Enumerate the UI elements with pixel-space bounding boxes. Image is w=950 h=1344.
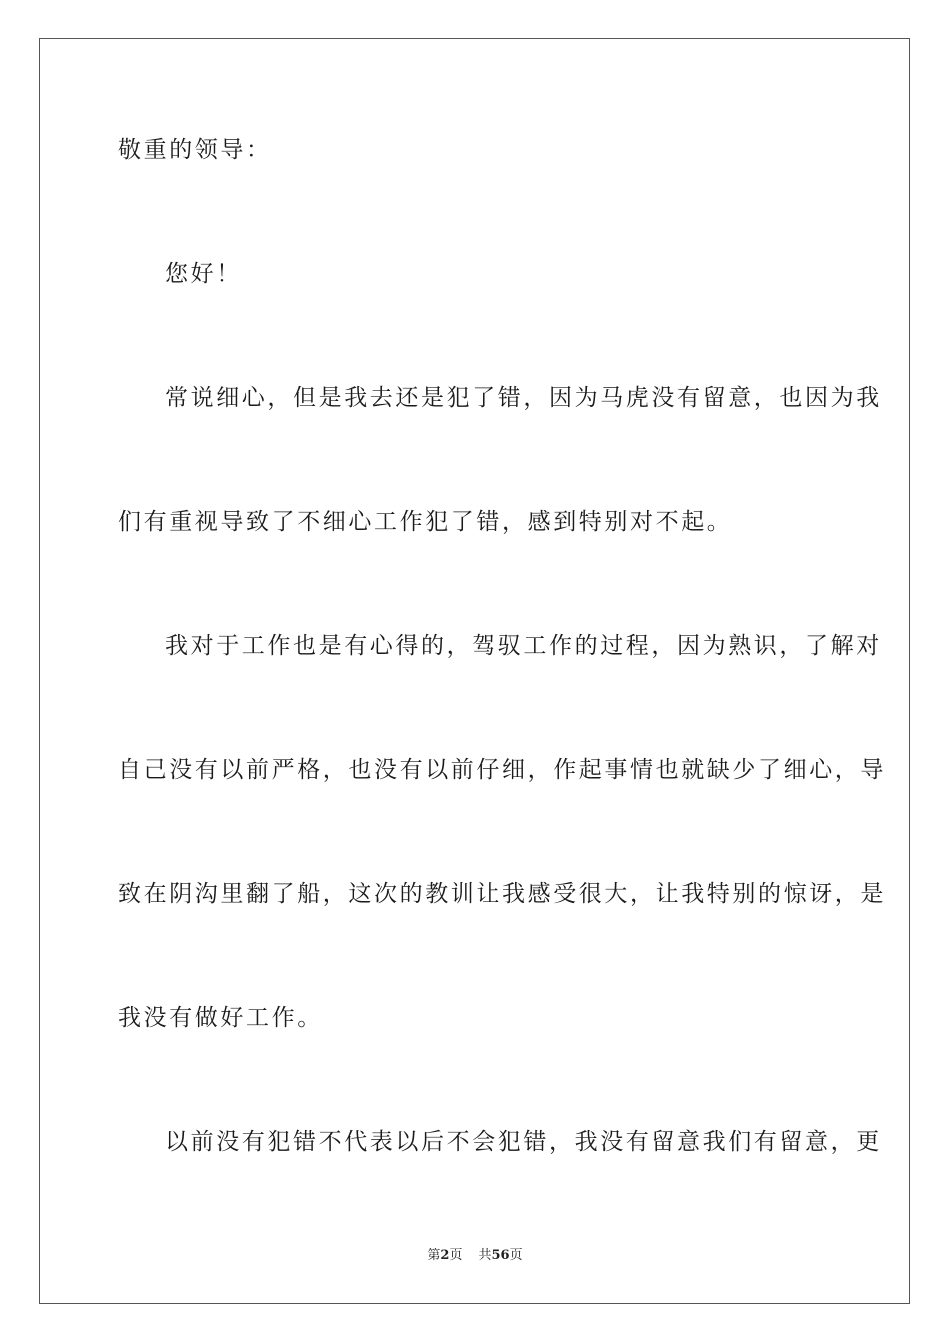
- paragraph-2-line-2: 自己没有以前严格，也没有以前仔细，作起事情也就缺少了细心，导: [118, 757, 886, 783]
- page-unit: 页: [449, 1248, 463, 1263]
- page-border: [39, 38, 910, 1304]
- page-footer: [0, 1247, 950, 1265]
- paragraph-2-line-4: 我没有做好工作。: [118, 1005, 323, 1031]
- total-unit: 页: [509, 1248, 523, 1263]
- paragraph-2-line-1: 我对于工作也是有心得的，驾驭工作的过程，因为熟识，了解对: [165, 633, 882, 659]
- total-pages: 56: [491, 1248, 510, 1263]
- paragraph-1-line-2: 们有重视导致了不细心工作犯了错，感到特别对不起。: [118, 509, 733, 535]
- paragraph-1-line-1: 常说细心，但是我去还是犯了错，因为马虎没有留意，也因为我: [165, 385, 882, 411]
- greeting: 您好！: [165, 261, 242, 287]
- salutation: 敬重的领导：: [118, 137, 272, 163]
- page-number: 2: [440, 1248, 450, 1263]
- paragraph-2-line-3: 致在阴沟里翻了船，这次的教训让我感受很大，让我特别的惊讶，是: [118, 881, 886, 907]
- paragraph-3-line-1: 以前没有犯错不代表以后不会犯错，我没有留意我们有留意，更: [165, 1129, 882, 1155]
- total-prefix: 共: [478, 1248, 492, 1263]
- page-prefix: 第: [427, 1248, 441, 1263]
